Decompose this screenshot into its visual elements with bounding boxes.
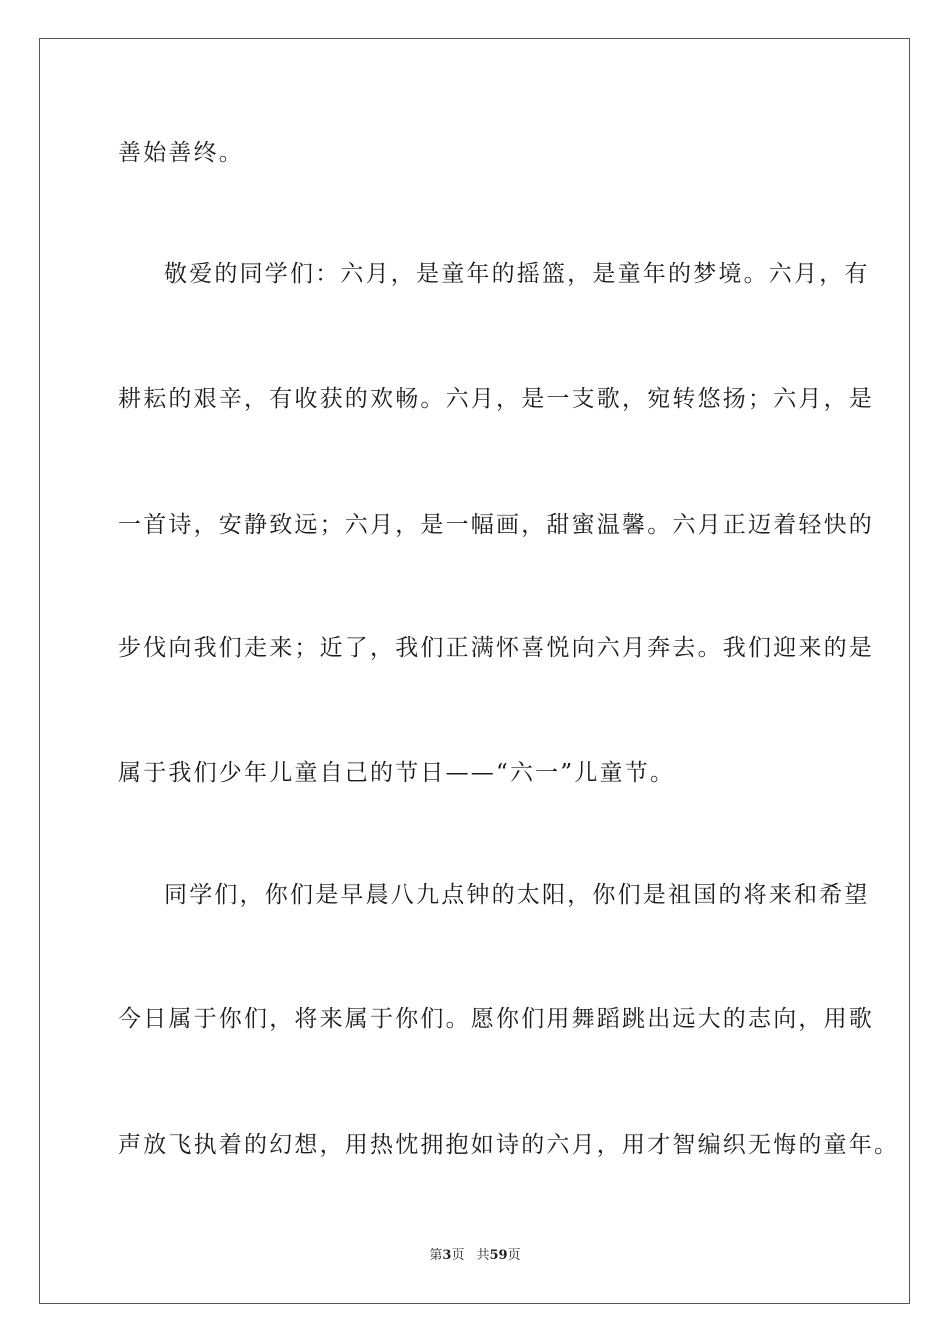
text-line-5: 步伐向我们走来；近了，我们正满怀喜悦向六月奔去。我们迎来的是 <box>118 635 874 661</box>
text-line-1: 善始善终。 <box>118 140 244 166</box>
text-line-8: 今日属于你们，将来属于你们。愿你们用舞蹈跳出远大的志向，用歌 <box>118 1006 874 1032</box>
footer-page-suffix: 页 <box>451 1248 465 1263</box>
footer-total-suffix: 页 <box>507 1248 521 1263</box>
text-line-3: 耕耘的艰辛，有收获的欢畅。六月，是一支歌，宛转悠扬；六月，是 <box>118 386 874 412</box>
footer-page-number: 3 <box>442 1248 452 1263</box>
footer-total-pages: 59 <box>489 1248 508 1263</box>
page-footer <box>0 1247 950 1265</box>
text-line-2: 敬爱的同学们：六月，是童年的摇篮，是童年的梦境。六月，有 <box>164 261 870 287</box>
text-line-7: 同学们，你们是早晨八九点钟的太阳，你们是祖国的将来和希望 <box>164 882 870 908</box>
text-line-4: 一首诗，安静致远；六月，是一幅画，甜蜜温馨。六月正迈着轻快的 <box>118 512 874 538</box>
page-border <box>39 38 910 1304</box>
text-line-6: 属于我们少年儿童自己的节日——“六一”儿童节。 <box>118 760 676 786</box>
footer-total-prefix: 共 <box>476 1248 490 1263</box>
footer-page-prefix: 第 <box>429 1248 443 1263</box>
text-line-9: 声放飞执着的幻想，用热忱拥抱如诗的六月，用才智编织无悔的童年。 <box>118 1132 900 1158</box>
